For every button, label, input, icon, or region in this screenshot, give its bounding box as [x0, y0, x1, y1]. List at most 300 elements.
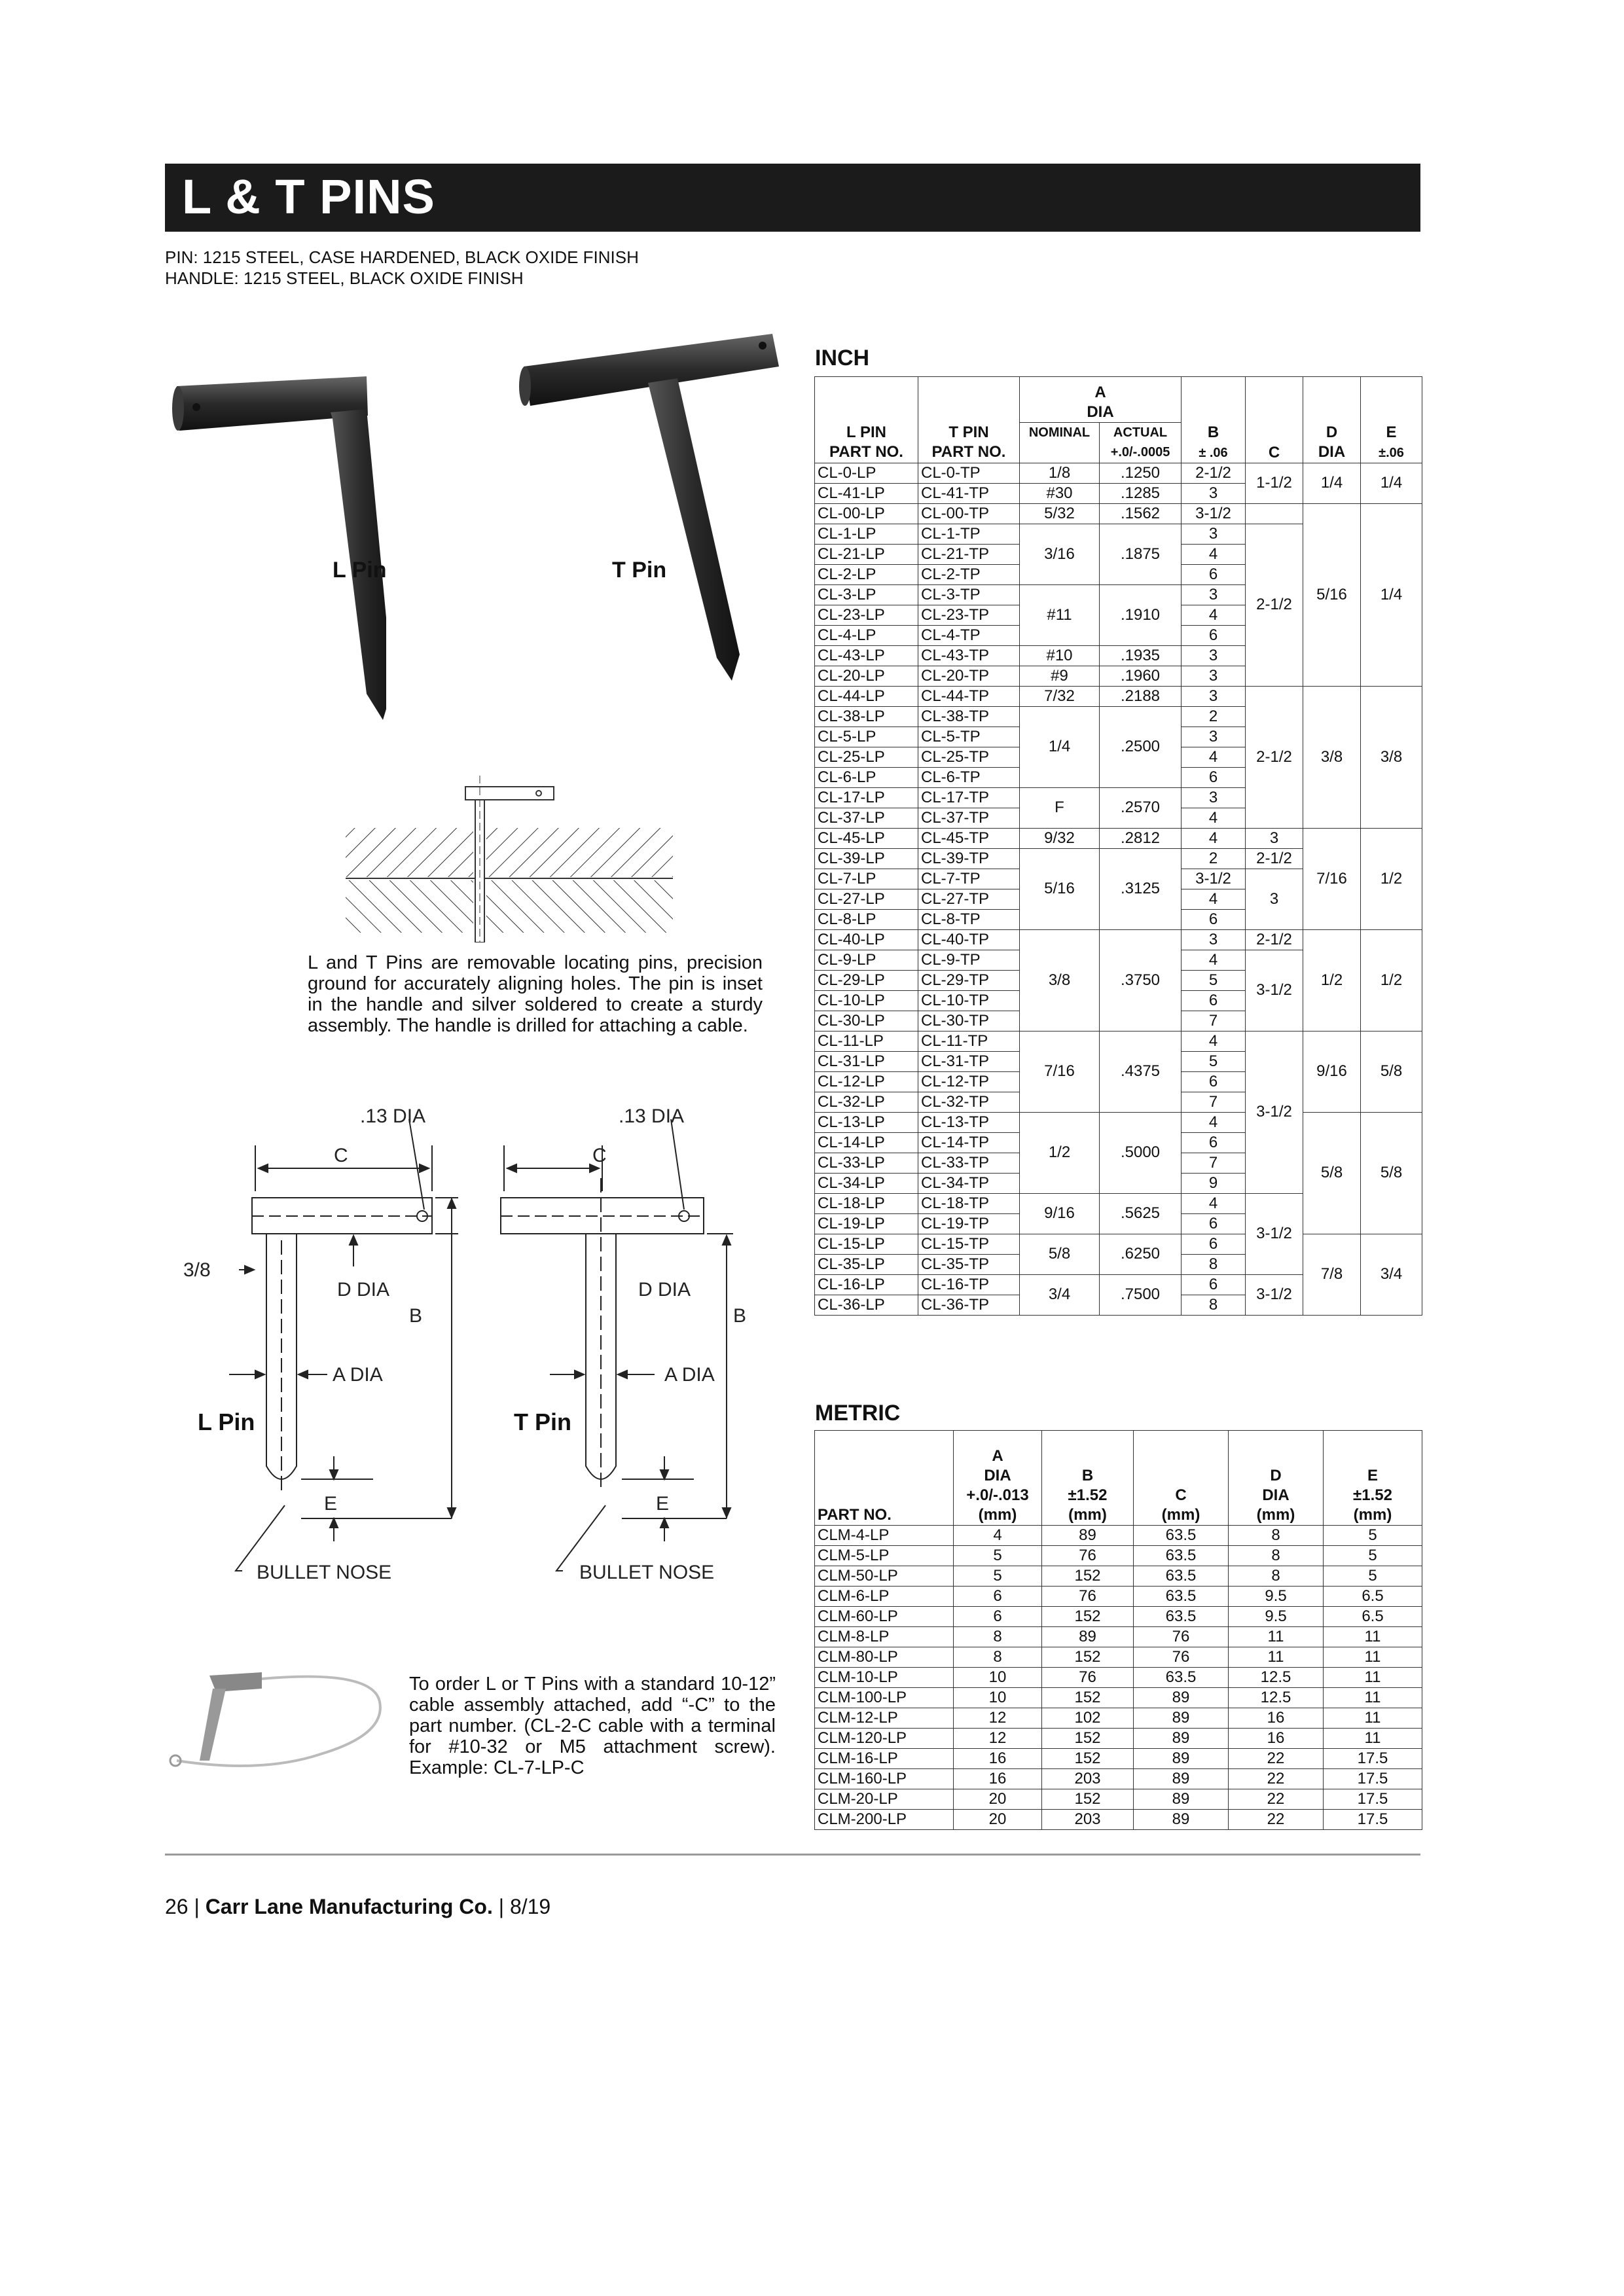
metric-c-cell: 76 — [1134, 1647, 1229, 1668]
metric-b-cell: 102 — [1042, 1708, 1134, 1729]
lpin-part-cell: CL-35-LP — [815, 1254, 918, 1274]
inch-table-row — [815, 828, 1422, 848]
b-cell: 4 — [1182, 747, 1246, 767]
metric-c-cell: 63.5 — [1134, 1587, 1229, 1607]
metric-b-cell: 152 — [1042, 1566, 1134, 1587]
lpin-part-cell: CL-27-LP — [815, 889, 918, 909]
b-cell: 3 — [1182, 726, 1246, 747]
footer-date: 8/19 — [509, 1895, 551, 1918]
c-cell: 2-1/2 — [1246, 929, 1303, 950]
lpin-part-cell: CL-33-LP — [815, 1153, 918, 1173]
inch-table-row — [815, 1112, 1422, 1132]
lpin-part-cell: CL-12-LP — [815, 1071, 918, 1092]
d-cell: 1/4 — [1303, 463, 1361, 503]
lpin-part-cell: CL-43-LP — [815, 645, 918, 666]
metric-table-row — [815, 1749, 1422, 1769]
actual-cell: .1875 — [1100, 524, 1182, 584]
tpin-part-cell: CL-15-TP — [918, 1234, 1020, 1254]
lpin-part-cell: CL-5-LP — [815, 726, 918, 747]
lpin-part-cell: CL-16-LP — [815, 1274, 918, 1295]
metric-b-cell: 76 — [1042, 1587, 1134, 1607]
metric-e-cell: 17.5 — [1324, 1810, 1422, 1830]
tpin-part-cell: CL-3-TP — [918, 584, 1020, 605]
actual-cell: .1562 — [1100, 503, 1182, 524]
l-pin-drawing-label: L Pin — [198, 1408, 255, 1435]
actual-cell: .1285 — [1100, 483, 1182, 503]
lpin-part-cell: CL-4-LP — [815, 625, 918, 645]
tpin-part-cell: CL-29-TP — [918, 970, 1020, 990]
metric-a-cell: 4 — [954, 1526, 1042, 1546]
metric-e-cell: 17.5 — [1324, 1749, 1422, 1769]
metric-a-cell: 6 — [954, 1587, 1042, 1607]
d-cell: 9/16 — [1303, 1031, 1361, 1112]
inch-a-dia-header: A DIA — [1020, 377, 1182, 423]
b-cell: 3 — [1182, 929, 1246, 950]
l-pin-photo — [170, 347, 386, 726]
tpin-part-cell: CL-10-TP — [918, 990, 1020, 1011]
inch-table-row — [815, 929, 1422, 950]
actual-cell: .7500 — [1100, 1274, 1182, 1315]
b-cell: 8 — [1182, 1254, 1246, 1274]
lpin-part-cell: CL-40-LP — [815, 929, 918, 950]
inch-lpin-header: L PIN PART NO. — [815, 423, 918, 463]
b-cell: 3 — [1182, 645, 1246, 666]
l-pin-photo-label: L Pin — [333, 558, 387, 583]
nominal-cell: #10 — [1020, 645, 1100, 666]
metric-d-cell: 22 — [1229, 1810, 1324, 1830]
metric-c-cell: 89 — [1134, 1688, 1229, 1708]
metric-part-cell: CLM-120-LP — [815, 1729, 954, 1749]
metric-c-cell: 63.5 — [1134, 1668, 1229, 1688]
inch-table — [814, 376, 1422, 1316]
metric-d-cell: 8 — [1229, 1566, 1324, 1587]
metric-a-cell: 8 — [954, 1647, 1042, 1668]
b-cell: 4 — [1182, 605, 1246, 625]
description-paragraph: L and T Pins are removable locating pins, precision ground for accurately aligning holes. The pin is inset in the handle and silver soldered to create a sturdy assembly. The handle is drilled for attaching a cable. — [308, 952, 763, 1036]
nominal-cell: 7/16 — [1020, 1031, 1100, 1112]
page-title: L & T PINS — [182, 170, 435, 224]
l-b-label: B — [409, 1305, 423, 1327]
tpin-part-cell: CL-35-TP — [918, 1254, 1020, 1274]
metric-e-cell: 5 — [1324, 1526, 1422, 1546]
nominal-cell: 7/32 — [1020, 686, 1100, 706]
l-bullet-nose-label: BULLET NOSE — [257, 1562, 392, 1583]
b-cell: 6 — [1182, 1213, 1246, 1234]
metric-e-cell: 6.5 — [1324, 1587, 1422, 1607]
lpin-part-cell: CL-9-LP — [815, 950, 918, 970]
metric-d-cell: 22 — [1229, 1769, 1324, 1789]
tpin-part-cell: CL-33-TP — [918, 1153, 1020, 1173]
c-cell — [1246, 503, 1303, 524]
tpin-part-cell: CL-2-TP — [918, 564, 1020, 584]
lpin-part-cell: CL-39-LP — [815, 848, 918, 869]
b-cell: 4 — [1182, 1031, 1246, 1051]
lpin-part-cell: CL-21-LP — [815, 544, 918, 564]
lpin-part-cell: CL-17-LP — [815, 787, 918, 808]
e-cell: 1/2 — [1361, 828, 1422, 929]
b-cell: 7 — [1182, 1011, 1246, 1031]
inch-table-row — [815, 1234, 1422, 1254]
t-pin-photo — [511, 321, 785, 687]
metric-b-cell: 203 — [1042, 1769, 1134, 1789]
metric-table-row — [815, 1729, 1422, 1749]
metric-b-cell: 152 — [1042, 1749, 1134, 1769]
lpin-part-cell: CL-1-LP — [815, 524, 918, 544]
metric-d-cell: 16 — [1229, 1708, 1324, 1729]
metric-d-cell: 11 — [1229, 1647, 1324, 1668]
lpin-part-cell: CL-6-LP — [815, 767, 918, 787]
t-hole-dia-label: .13 DIA — [619, 1105, 685, 1127]
metric-a-cell: 20 — [954, 1789, 1042, 1810]
c-cell: 3 — [1246, 869, 1303, 929]
d-cell: 3/8 — [1303, 686, 1361, 828]
metric-table-row — [815, 1668, 1422, 1688]
c-cell: 3-1/2 — [1246, 950, 1303, 1031]
b-cell: 3 — [1182, 686, 1246, 706]
inch-e-header: E ±.06 — [1361, 423, 1422, 463]
tpin-part-cell: CL-4-TP — [918, 625, 1020, 645]
metric-e-cell: 11 — [1324, 1627, 1422, 1647]
actual-cell: .2500 — [1100, 706, 1182, 787]
tpin-part-cell: CL-40-TP — [918, 929, 1020, 950]
b-cell: 5 — [1182, 1051, 1246, 1071]
tpin-part-cell: CL-1-TP — [918, 524, 1020, 544]
actual-cell: .4375 — [1100, 1031, 1182, 1112]
metric-table-row — [815, 1526, 1422, 1546]
lpin-part-cell: CL-45-LP — [815, 828, 918, 848]
metric-e-cell: 17.5 — [1324, 1769, 1422, 1789]
lpin-part-cell: CL-14-LP — [815, 1132, 918, 1153]
inch-table-row — [815, 686, 1422, 706]
inch-tpin-header: T PIN PART NO. — [918, 423, 1020, 463]
inch-table-row — [815, 1031, 1422, 1051]
lpin-part-cell: CL-23-LP — [815, 605, 918, 625]
metric-b-cell: 152 — [1042, 1607, 1134, 1627]
tpin-part-cell: CL-20-TP — [918, 666, 1020, 686]
tpin-part-cell: CL-17-TP — [918, 787, 1020, 808]
metric-table-row — [815, 1688, 1422, 1708]
e-cell: 1/2 — [1361, 929, 1422, 1031]
footer-rule — [165, 1854, 1420, 1856]
metric-d-cell: 22 — [1229, 1749, 1324, 1769]
metric-a-cell: 16 — [954, 1749, 1042, 1769]
tpin-part-cell: CL-11-TP — [918, 1031, 1020, 1051]
page-number: 26 — [165, 1895, 189, 1918]
actual-cell: .1250 — [1100, 463, 1182, 483]
tpin-part-cell: CL-14-TP — [918, 1132, 1020, 1153]
t-c-label: C — [592, 1145, 607, 1166]
metric-part-cell: CLM-12-LP — [815, 1708, 954, 1729]
actual-cell: .6250 — [1100, 1234, 1182, 1274]
metric-c-cell: 63.5 — [1134, 1566, 1229, 1587]
tpin-part-cell: CL-30-TP — [918, 1011, 1020, 1031]
metric-a-header: A DIA +.0/-.013 (mm) — [954, 1431, 1042, 1526]
tpin-part-cell: CL-37-TP — [918, 808, 1020, 828]
c-cell: 2-1/2 — [1246, 524, 1303, 686]
b-cell: 7 — [1182, 1092, 1246, 1112]
nominal-cell: #9 — [1020, 666, 1100, 686]
metric-table-row — [815, 1769, 1422, 1789]
metric-c-cell: 76 — [1134, 1627, 1229, 1647]
metric-part-cell: CLM-4-LP — [815, 1526, 954, 1546]
metric-d-cell: 9.5 — [1229, 1607, 1324, 1627]
metric-part-header: PART NO. — [815, 1431, 954, 1526]
metric-a-cell: 6 — [954, 1607, 1042, 1627]
inch-section-label: INCH — [815, 346, 870, 370]
actual-cell: .2812 — [1100, 828, 1182, 848]
lpin-part-cell: CL-0-LP — [815, 463, 918, 483]
tpin-part-cell: CL-16-TP — [918, 1274, 1020, 1295]
metric-b-cell: 89 — [1042, 1526, 1134, 1546]
metric-c-cell: 89 — [1134, 1769, 1229, 1789]
b-cell: 4 — [1182, 828, 1246, 848]
metric-table — [814, 1430, 1422, 1830]
b-cell: 4 — [1182, 1193, 1246, 1213]
metric-e-cell: 6.5 — [1324, 1607, 1422, 1627]
actual-cell: .1935 — [1100, 645, 1182, 666]
tpin-part-cell: CL-31-TP — [918, 1051, 1020, 1071]
t-pin-drawing-label: T Pin — [514, 1408, 571, 1435]
tpin-part-cell: CL-25-TP — [918, 747, 1020, 767]
lpin-part-cell: CL-15-LP — [815, 1234, 918, 1254]
metric-d-cell: 8 — [1229, 1526, 1324, 1546]
metric-part-cell: CLM-200-LP — [815, 1810, 954, 1830]
e-cell: 3/8 — [1361, 686, 1422, 828]
b-cell: 6 — [1182, 1234, 1246, 1254]
tpin-part-cell: CL-8-TP — [918, 909, 1020, 929]
metric-e-cell: 17.5 — [1324, 1789, 1422, 1810]
metric-d-cell: 8 — [1229, 1546, 1324, 1566]
metric-a-cell: 20 — [954, 1810, 1042, 1830]
lpin-part-cell: CL-41-LP — [815, 483, 918, 503]
lpin-part-cell: CL-31-LP — [815, 1051, 918, 1071]
metric-b-cell: 152 — [1042, 1789, 1134, 1810]
metric-d-cell: 16 — [1229, 1729, 1324, 1749]
d-cell: 1/2 — [1303, 929, 1361, 1031]
tpin-part-cell: CL-32-TP — [918, 1092, 1020, 1112]
l-a-dia-label: A DIA — [333, 1364, 383, 1386]
b-cell: 8 — [1182, 1295, 1246, 1315]
l-hole-dia-label: .13 DIA — [360, 1105, 426, 1127]
t-a-dia-label: A DIA — [664, 1364, 715, 1386]
metric-b-cell: 152 — [1042, 1688, 1134, 1708]
tpin-part-cell: CL-34-TP — [918, 1173, 1020, 1193]
metric-table-row — [815, 1647, 1422, 1668]
metric-b-cell: 76 — [1042, 1546, 1134, 1566]
d-cell: 7/8 — [1303, 1234, 1361, 1315]
metric-d-cell: 12.5 — [1229, 1668, 1324, 1688]
inch-actual-header: ACTUAL +.0/-.0005 — [1100, 423, 1182, 463]
metric-e-cell: 11 — [1324, 1647, 1422, 1668]
t-e-label: E — [656, 1493, 670, 1515]
metric-section-label: METRIC — [815, 1401, 901, 1426]
tpin-part-cell: CL-23-TP — [918, 605, 1020, 625]
actual-cell: .3125 — [1100, 848, 1182, 929]
spec-handle: HANDLE: 1215 STEEL, BLACK OXIDE FINISH — [165, 268, 524, 288]
nominal-cell: #30 — [1020, 483, 1100, 503]
lpin-part-cell: CL-30-LP — [815, 1011, 918, 1031]
metric-c-header: C (mm) — [1134, 1431, 1229, 1526]
c-cell: 3-1/2 — [1246, 1274, 1303, 1315]
metric-c-cell: 63.5 — [1134, 1546, 1229, 1566]
b-cell: 6 — [1182, 564, 1246, 584]
metric-c-cell: 89 — [1134, 1708, 1229, 1729]
b-cell: 6 — [1182, 1132, 1246, 1153]
actual-cell: .2570 — [1100, 787, 1182, 828]
lpin-part-cell: CL-37-LP — [815, 808, 918, 828]
lpin-part-cell: CL-32-LP — [815, 1092, 918, 1112]
tpin-part-cell: CL-5-TP — [918, 726, 1020, 747]
metric-e-cell: 11 — [1324, 1668, 1422, 1688]
tpin-part-cell: CL-41-TP — [918, 483, 1020, 503]
lpin-part-cell: CL-34-LP — [815, 1173, 918, 1193]
tpin-part-cell: CL-0-TP — [918, 463, 1020, 483]
metric-part-cell: CLM-16-LP — [815, 1749, 954, 1769]
tpin-part-cell: CL-9-TP — [918, 950, 1020, 970]
tpin-part-cell: CL-13-TP — [918, 1112, 1020, 1132]
nominal-cell: 5/8 — [1020, 1234, 1100, 1274]
lpin-part-cell: CL-36-LP — [815, 1295, 918, 1315]
metric-a-cell: 8 — [954, 1627, 1042, 1647]
inch-b-header: B ± .06 — [1182, 423, 1246, 463]
metric-e-cell: 5 — [1324, 1566, 1422, 1587]
lpin-part-cell: CL-3-LP — [815, 584, 918, 605]
b-cell: 2-1/2 — [1182, 463, 1246, 483]
l-c-label: C — [334, 1145, 348, 1166]
metric-part-cell: CLM-160-LP — [815, 1769, 954, 1789]
metric-d-cell: 9.5 — [1229, 1587, 1324, 1607]
metric-part-cell: CLM-100-LP — [815, 1688, 954, 1708]
metric-e-cell: 5 — [1324, 1546, 1422, 1566]
lpin-part-cell: CL-20-LP — [815, 666, 918, 686]
b-cell: 6 — [1182, 1274, 1246, 1295]
metric-table-row — [815, 1607, 1422, 1627]
b-cell: 4 — [1182, 544, 1246, 564]
b-cell: 6 — [1182, 990, 1246, 1011]
metric-a-cell: 12 — [954, 1729, 1042, 1749]
d-cell: 5/16 — [1303, 503, 1361, 686]
cable-assembly-image — [164, 1662, 399, 1793]
lpin-part-cell: CL-29-LP — [815, 970, 918, 990]
lpin-part-cell: CL-11-LP — [815, 1031, 918, 1051]
nominal-cell: 3/4 — [1020, 1274, 1100, 1315]
b-cell: 6 — [1182, 1071, 1246, 1092]
footer: 26 | Carr Lane Manufacturing Co. | 8/19 — [165, 1895, 551, 1918]
b-cell: 5 — [1182, 970, 1246, 990]
metric-b-header: B ±1.52 (mm) — [1042, 1431, 1134, 1526]
nominal-cell: 5/16 — [1020, 848, 1100, 929]
lpin-part-cell: CL-44-LP — [815, 686, 918, 706]
actual-cell: .1910 — [1100, 584, 1182, 645]
metric-a-cell: 10 — [954, 1688, 1042, 1708]
t-d-dia-label: D DIA — [638, 1279, 691, 1300]
tpin-part-cell: CL-7-TP — [918, 869, 1020, 889]
t-b-label: B — [733, 1305, 747, 1327]
c-cell: 1-1/2 — [1246, 463, 1303, 503]
b-cell: 3 — [1182, 666, 1246, 686]
e-cell: 3/4 — [1361, 1234, 1422, 1315]
b-cell: 9 — [1182, 1173, 1246, 1193]
b-cell: 3-1/2 — [1182, 503, 1246, 524]
metric-c-cell: 89 — [1134, 1749, 1229, 1769]
metric-part-cell: CLM-60-LP — [815, 1607, 954, 1627]
nominal-cell: 3/16 — [1020, 524, 1100, 584]
tpin-part-cell: CL-12-TP — [918, 1071, 1020, 1092]
order-note: To order L or T Pins with a standard 10-12” cable assembly attached, add “-C” to the part number. (CL-2-C cable with a terminal for #10-32 or M5 attachment screw). Example: CL-7-LP-C — [409, 1674, 776, 1778]
metric-b-cell: 203 — [1042, 1810, 1134, 1830]
metric-a-cell: 12 — [954, 1708, 1042, 1729]
e-cell: 1/4 — [1361, 463, 1422, 503]
l-e-label: E — [324, 1493, 338, 1515]
hole-section-diagram — [346, 776, 673, 942]
metric-c-cell: 89 — [1134, 1810, 1229, 1830]
metric-d-cell: 12.5 — [1229, 1688, 1324, 1708]
nominal-cell: #11 — [1020, 584, 1100, 645]
b-cell: 7 — [1182, 1153, 1246, 1173]
tpin-part-cell: CL-18-TP — [918, 1193, 1020, 1213]
metric-e-cell: 11 — [1324, 1729, 1422, 1749]
nominal-cell: F — [1020, 787, 1100, 828]
b-cell: 3 — [1182, 787, 1246, 808]
c-cell: 2-1/2 — [1246, 848, 1303, 869]
lpin-part-cell: CL-19-LP — [815, 1213, 918, 1234]
metric-part-cell: CLM-50-LP — [815, 1566, 954, 1587]
e-cell: 1/4 — [1361, 503, 1422, 686]
page-title-bar — [165, 164, 1420, 232]
lpin-part-cell: CL-13-LP — [815, 1112, 918, 1132]
actual-cell: .5000 — [1100, 1112, 1182, 1193]
metric-c-cell: 89 — [1134, 1789, 1229, 1810]
metric-d-cell: 22 — [1229, 1789, 1324, 1810]
lpin-part-cell: CL-18-LP — [815, 1193, 918, 1213]
b-cell: 3 — [1182, 524, 1246, 544]
tpin-part-cell: CL-43-TP — [918, 645, 1020, 666]
metric-part-cell: CLM-80-LP — [815, 1647, 954, 1668]
lpin-part-cell: CL-7-LP — [815, 869, 918, 889]
d-cell: 7/16 — [1303, 828, 1361, 929]
lpin-part-cell: CL-25-LP — [815, 747, 918, 767]
metric-part-cell: CLM-6-LP — [815, 1587, 954, 1607]
l-d-dia-label: D DIA — [337, 1279, 390, 1300]
dimension-drawings — [177, 1100, 753, 1597]
metric-a-cell: 10 — [954, 1668, 1042, 1688]
actual-cell: .1960 — [1100, 666, 1182, 686]
metric-part-cell: CLM-10-LP — [815, 1668, 954, 1688]
metric-d-header: D DIA (mm) — [1229, 1431, 1324, 1526]
metric-table-row — [815, 1627, 1422, 1647]
tpin-part-cell: CL-45-TP — [918, 828, 1020, 848]
b-cell: 2 — [1182, 706, 1246, 726]
inch-d-header: D DIA — [1303, 423, 1361, 463]
metric-e-cell: 11 — [1324, 1708, 1422, 1729]
b-cell: 2 — [1182, 848, 1246, 869]
b-cell: 3 — [1182, 483, 1246, 503]
actual-cell: .2188 — [1100, 686, 1182, 706]
b-cell: 6 — [1182, 625, 1246, 645]
c-cell: 3-1/2 — [1246, 1031, 1303, 1193]
b-cell: 4 — [1182, 1112, 1246, 1132]
metric-e-cell: 11 — [1324, 1688, 1422, 1708]
t-pin-photo-label: T Pin — [612, 558, 667, 583]
c-cell: 2-1/2 — [1246, 686, 1303, 828]
inch-table-row — [815, 463, 1422, 483]
lpin-part-cell: CL-38-LP — [815, 706, 918, 726]
t-bullet-nose-label: BULLET NOSE — [579, 1562, 715, 1583]
c-cell: 3 — [1246, 828, 1303, 848]
nominal-cell: 1/2 — [1020, 1112, 1100, 1193]
b-cell: 3-1/2 — [1182, 869, 1246, 889]
nominal-cell: 3/8 — [1020, 929, 1100, 1031]
